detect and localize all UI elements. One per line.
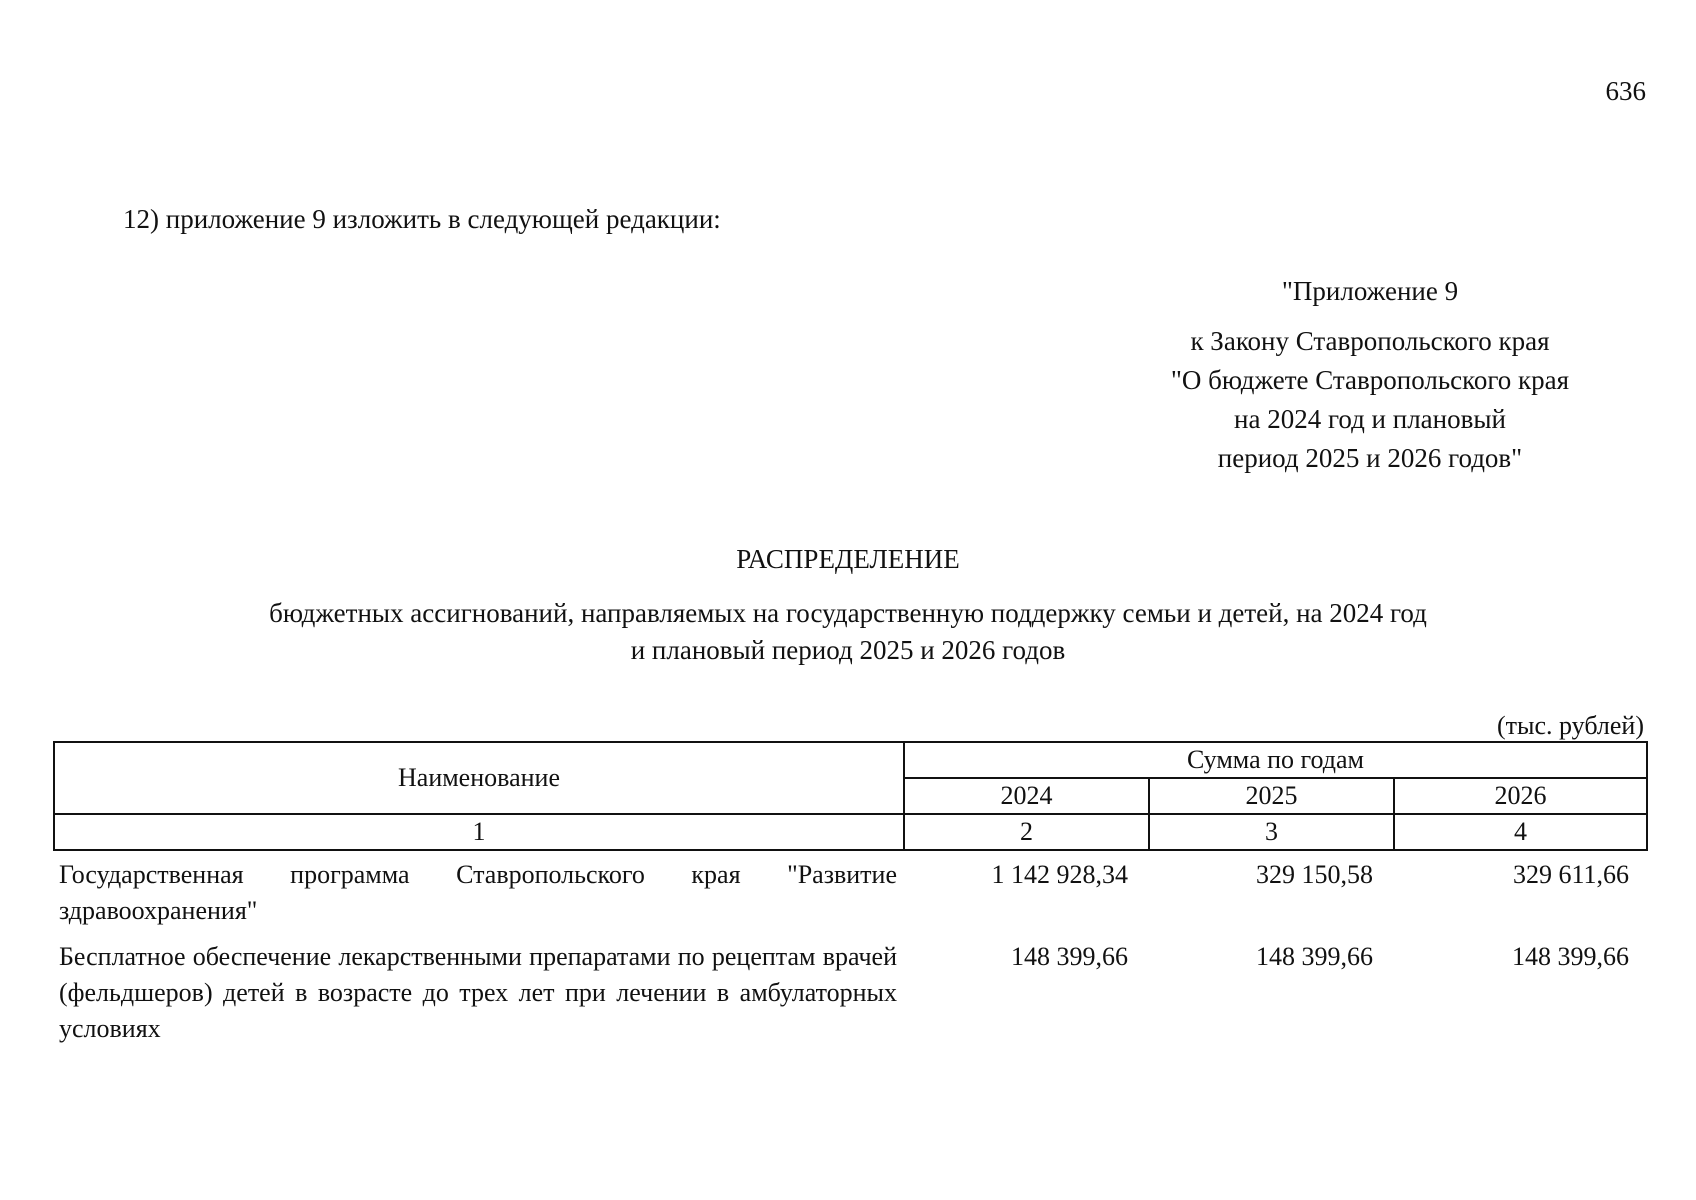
annex-title: "Приложение 9 xyxy=(1281,276,1459,306)
annex-line: на 2024 год и плановый xyxy=(1234,404,1506,434)
row-value-2026: 148 399,66 xyxy=(1512,942,1629,971)
annex-line: к Закону Ставропольского края xyxy=(1190,326,1550,356)
row-value-2024: 1 142 928,34 xyxy=(991,860,1128,889)
row-value-2025: 148 399,66 xyxy=(1256,942,1373,971)
row-value-2025: 329 150,58 xyxy=(1256,860,1373,889)
table-body xyxy=(53,857,1646,1047)
header-year: 2025 xyxy=(1149,778,1394,814)
document-title: РАСПРЕДЕЛЕНИЕ xyxy=(736,544,960,574)
document-subtitle-line: бюджетных ассигнований, направляемых на государственную поддержку семьи и детей, на 2024 год xyxy=(269,598,1427,628)
unit-label: (тыс. рублей) xyxy=(1496,711,1644,740)
column-number: 4 xyxy=(1394,814,1647,850)
column-number: 2 xyxy=(904,814,1149,850)
column-number: 1 xyxy=(54,814,904,850)
document-subtitle-line: и плановый период 2025 и 2026 годов xyxy=(630,635,1066,665)
page-number: 636 xyxy=(1605,76,1646,106)
table-row xyxy=(53,939,1646,1047)
header-name: Наименование xyxy=(54,742,904,814)
annex-line: период 2025 и 2026 годов" xyxy=(1217,443,1523,473)
row-name: Бесплатное обеспечение лекарственными препаратами по рецептам врачей (фельдшеров) детей в возрасте до трех лет при лечении в амбулаторных условиях xyxy=(59,942,897,1043)
table-header xyxy=(53,741,1648,851)
header-year: 2024 xyxy=(904,778,1149,814)
header-sum-by-years: Сумма по годам xyxy=(904,742,1647,778)
document-subtitle xyxy=(0,595,1696,669)
annex-header xyxy=(1120,276,1620,482)
header-year: 2026 xyxy=(1394,778,1647,814)
table-row xyxy=(53,857,1646,939)
row-name: Государственная программа Ставропольского края "Развитие здравоохранения" xyxy=(59,860,897,925)
row-value-2024: 148 399,66 xyxy=(1011,942,1128,971)
annex-line: "О бюджете Ставропольского края xyxy=(1170,365,1570,395)
column-number: 3 xyxy=(1149,814,1394,850)
row-value-2026: 329 611,66 xyxy=(1512,860,1629,889)
amendment-intro: 12) приложение 9 изложить в следующей редакции: xyxy=(123,204,721,234)
